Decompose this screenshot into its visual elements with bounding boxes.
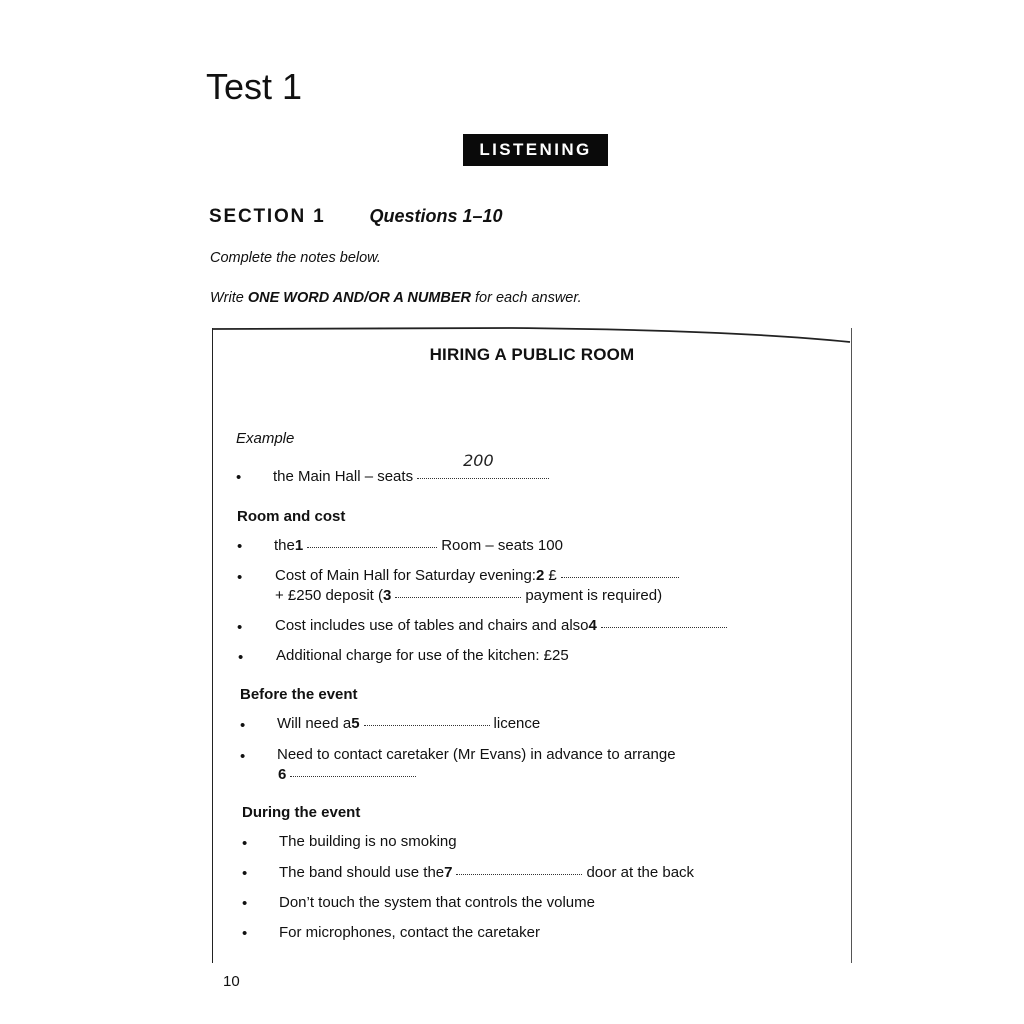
bullet-icon: • bbox=[242, 835, 248, 852]
instruction-word-limit-bold: ONE WORD AND/OR A NUMBER bbox=[247, 290, 471, 306]
item-text: Cost of Main Hall for Saturday evening: bbox=[275, 567, 536, 584]
item-text: Cost includes use of tables and chairs and also bbox=[275, 617, 589, 634]
question-4-item bbox=[275, 617, 731, 634]
question-6-item bbox=[278, 766, 420, 783]
bullet-icon: • bbox=[237, 538, 243, 555]
instruction-word-limit bbox=[210, 290, 582, 306]
answer-blank-5[interactable] bbox=[364, 725, 490, 726]
notes-title: HIRING A PUBLIC ROOM bbox=[429, 345, 635, 364]
bullet-icon: • bbox=[236, 469, 242, 486]
test-title: Test 1 bbox=[206, 66, 303, 107]
item-text: door at the back bbox=[586, 864, 695, 881]
question-number: 1 bbox=[294, 537, 304, 554]
page-number: 10 bbox=[223, 973, 240, 990]
bullet-icon: • bbox=[242, 865, 248, 882]
dotted-blank bbox=[417, 478, 549, 479]
item-text: Will need a bbox=[277, 715, 352, 732]
answer-blank-1[interactable] bbox=[307, 547, 437, 548]
question-7-item bbox=[279, 864, 694, 881]
item-text: The band should use the bbox=[279, 864, 445, 881]
caretaker-contact-item: Need to contact caretaker (Mr Evans) in advance to arrange bbox=[277, 746, 676, 763]
bullet-icon: • bbox=[242, 895, 248, 912]
answer-blank-6[interactable] bbox=[290, 776, 416, 777]
no-smoking-item: The building is no smoking bbox=[279, 833, 457, 850]
bullet-icon: • bbox=[237, 569, 243, 586]
answer-blank-7[interactable] bbox=[456, 874, 582, 875]
bullet-icon: • bbox=[240, 717, 246, 734]
bullet-icon: • bbox=[237, 619, 243, 636]
item-text: payment is required) bbox=[525, 587, 663, 604]
bullet-icon: • bbox=[238, 649, 244, 666]
question-2-item bbox=[275, 567, 683, 584]
listening-badge: LISTENING bbox=[463, 134, 608, 166]
question-number: 3 bbox=[383, 587, 392, 604]
question-5-item bbox=[277, 715, 540, 732]
question-number: 5 bbox=[351, 715, 360, 732]
currency-prefix: £ bbox=[548, 567, 557, 584]
item-text: Room – seats 100 bbox=[441, 537, 563, 554]
example-item bbox=[273, 451, 553, 485]
answer-blank-2[interactable] bbox=[561, 577, 679, 578]
question-number: 7 bbox=[444, 864, 453, 881]
item-text: + £250 deposit ( bbox=[275, 587, 383, 604]
instruction-complete-notes: Complete the notes below. bbox=[210, 250, 381, 266]
question-number: 6 bbox=[278, 766, 287, 783]
subheading-during-the-event: During the event bbox=[242, 804, 361, 821]
section-label: SECTION 1 bbox=[209, 206, 326, 227]
answer-blank-3[interactable] bbox=[395, 597, 521, 598]
instruction-prefix: Write bbox=[210, 290, 248, 306]
question-number: 2 bbox=[535, 567, 545, 584]
item-text: licence bbox=[493, 715, 541, 732]
question-number: 4 bbox=[588, 617, 597, 634]
subheading-before-the-event: Before the event bbox=[240, 686, 358, 703]
question-1-item bbox=[274, 537, 563, 554]
example-answer: 200 bbox=[463, 451, 494, 470]
section-questions-range: Questions 1–10 bbox=[369, 206, 503, 226]
microphones-item: For microphones, contact the caretaker bbox=[279, 924, 540, 941]
section-heading bbox=[209, 206, 503, 228]
kitchen-charge-item: Additional charge for use of the kitchen: £25 bbox=[276, 647, 569, 664]
volume-system-item: Don’t touch the system that controls the volume bbox=[279, 894, 595, 911]
example-label: Example bbox=[236, 430, 295, 447]
example-answer-blank bbox=[413, 451, 553, 485]
bullet-icon: • bbox=[242, 925, 248, 942]
bullet-icon: • bbox=[240, 748, 246, 765]
example-text: the Main Hall – seats bbox=[273, 468, 414, 485]
question-3-item bbox=[275, 587, 662, 604]
subheading-room-and-cost: Room and cost bbox=[237, 508, 346, 525]
instruction-suffix: for each answer. bbox=[471, 290, 582, 306]
answer-blank-4[interactable] bbox=[601, 627, 727, 628]
item-text: the bbox=[274, 537, 295, 554]
